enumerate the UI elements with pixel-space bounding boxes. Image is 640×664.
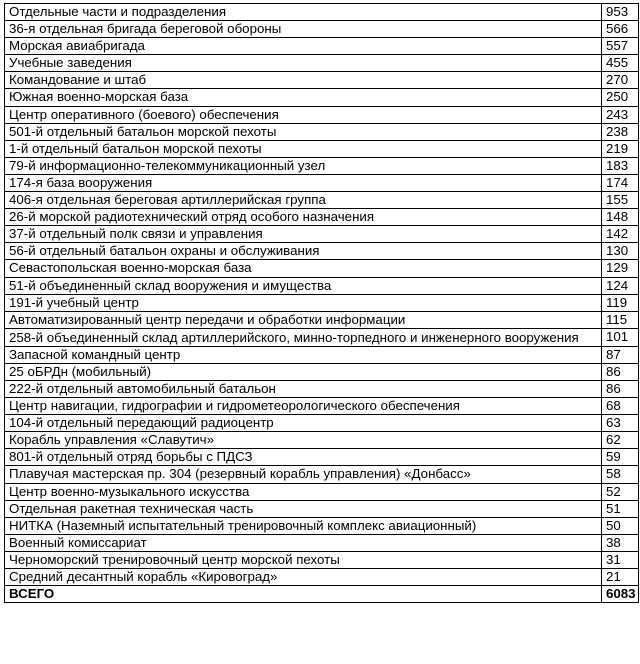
unit-count-cell: 238	[602, 123, 639, 140]
unit-count-cell: 119	[602, 294, 639, 311]
total-value: 6083	[602, 586, 639, 603]
unit-count-cell: 148	[602, 209, 639, 226]
table-row	[5, 209, 639, 226]
unit-count-cell: 183	[602, 157, 639, 174]
table-row	[5, 483, 639, 500]
table-row	[5, 72, 639, 89]
unit-name-cell: 191-й учебный центр	[5, 294, 602, 311]
unit-name-cell: Севастопольская военно-морская база	[5, 260, 602, 277]
table-row	[5, 311, 639, 328]
unit-name-cell: Военный комиссариат	[5, 534, 602, 551]
unit-count-cell: 58	[602, 466, 639, 483]
table-row	[5, 415, 639, 432]
table-row	[5, 398, 639, 415]
table-row	[5, 123, 639, 140]
unit-count-cell: 270	[602, 72, 639, 89]
table-row	[5, 89, 639, 106]
table-row	[5, 260, 639, 277]
unit-name-cell: НИТКА (Наземный испытательный тренировочный комплекс авиационный)	[5, 517, 602, 534]
unit-name-cell: 258-й объединенный склад артиллерийского, минно-торпедного и инженерного вооружения	[5, 328, 602, 346]
unit-name-cell: Морская авиабригада	[5, 38, 602, 55]
unit-count-cell: 557	[602, 38, 639, 55]
unit-name-cell: Автоматизированный центр передачи и обработки информации	[5, 311, 602, 328]
unit-count-cell: 130	[602, 243, 639, 260]
table-row	[5, 4, 639, 21]
unit-count-cell: 52	[602, 483, 639, 500]
unit-count-cell: 129	[602, 260, 639, 277]
unit-count-cell: 38	[602, 534, 639, 551]
unit-name-cell: 26-й морской радиотехнический отряд особого назначения	[5, 209, 602, 226]
unit-count-cell: 62	[602, 432, 639, 449]
unit-count-cell: 243	[602, 106, 639, 123]
unit-count-cell: 953	[602, 4, 639, 21]
unit-name-cell: Командование и штаб	[5, 72, 602, 89]
table-row	[5, 192, 639, 209]
unit-count-cell: 455	[602, 55, 639, 72]
unit-count-cell: 63	[602, 415, 639, 432]
unit-name-cell: Плавучая мастерская пр. 304 (резервный корабль управления) «Донбасс»	[5, 466, 602, 483]
table-row	[5, 569, 639, 586]
table-row	[5, 277, 639, 294]
unit-count-cell: 219	[602, 140, 639, 157]
unit-name-cell: 801-й отдельный отряд борьбы с ПДСЗ	[5, 449, 602, 466]
unit-name-cell: 501-й отдельный батальон морской пехоты	[5, 123, 602, 140]
unit-count-cell: 51	[602, 500, 639, 517]
units-table	[4, 3, 639, 603]
unit-name-cell: 36-я отдельная бригада береговой обороны	[5, 21, 602, 38]
total-label: ВСЕГО	[5, 586, 602, 603]
unit-name-cell: Центр навигации, гидрографии и гидрометеорологического обеспечения	[5, 398, 602, 415]
unit-name-cell: 79-й информационно-телекоммуникационный узел	[5, 157, 602, 174]
total-row	[5, 586, 639, 603]
table-row	[5, 157, 639, 174]
table-row	[5, 294, 639, 311]
table-body	[5, 4, 639, 603]
table-row	[5, 174, 639, 191]
unit-name-cell: Южная военно-морская база	[5, 89, 602, 106]
unit-name-cell: 174-я база вооружения	[5, 174, 602, 191]
unit-count-cell: 101	[602, 328, 639, 346]
unit-name-cell: Учебные заведения	[5, 55, 602, 72]
unit-count-cell: 155	[602, 192, 639, 209]
unit-count-cell: 250	[602, 89, 639, 106]
table-row	[5, 38, 639, 55]
unit-count-cell: 68	[602, 398, 639, 415]
table-row	[5, 346, 639, 363]
table-row	[5, 226, 639, 243]
unit-name-cell: Средний десантный корабль «Кировоград»	[5, 569, 602, 586]
table-row	[5, 363, 639, 380]
table-row	[5, 21, 639, 38]
unit-count-cell: 50	[602, 517, 639, 534]
unit-name-cell: 1-й отдельный батальон морской пехоты	[5, 140, 602, 157]
table-row	[5, 534, 639, 551]
unit-count-cell: 174	[602, 174, 639, 191]
unit-name-cell: 406-я отдельная береговая артиллерийская группа	[5, 192, 602, 209]
unit-name-cell: Отдельные части и подразделения	[5, 4, 602, 21]
table-row	[5, 140, 639, 157]
table-row	[5, 432, 639, 449]
unit-name-cell: Корабль управления «Славутич»	[5, 432, 602, 449]
unit-count-cell: 124	[602, 277, 639, 294]
unit-name-cell: 222-й отдельный автомобильный батальон	[5, 380, 602, 397]
table-row	[5, 380, 639, 397]
unit-name-cell: Центр военно-музыкального искусства	[5, 483, 602, 500]
table-row	[5, 106, 639, 123]
unit-count-cell: 115	[602, 311, 639, 328]
table-row	[5, 466, 639, 483]
table-row	[5, 551, 639, 568]
table-row	[5, 243, 639, 260]
table-row	[5, 517, 639, 534]
unit-count-cell: 59	[602, 449, 639, 466]
unit-name-cell: Черноморский тренировочный центр морской пехоты	[5, 551, 602, 568]
table-row	[5, 328, 639, 346]
unit-count-cell: 86	[602, 363, 639, 380]
unit-count-cell: 566	[602, 21, 639, 38]
unit-name-cell: 104-й отдельный передающий радиоцентр	[5, 415, 602, 432]
unit-count-cell: 31	[602, 551, 639, 568]
unit-count-cell: 87	[602, 346, 639, 363]
unit-count-cell: 86	[602, 380, 639, 397]
table-row	[5, 55, 639, 72]
unit-count-cell: 21	[602, 569, 639, 586]
unit-count-cell: 142	[602, 226, 639, 243]
unit-name-cell: Запасной командный центр	[5, 346, 602, 363]
unit-name-cell: 25 оБРДн (мобильный)	[5, 363, 602, 380]
unit-name-cell: 56-й отдельный батальон охраны и обслуживания	[5, 243, 602, 260]
unit-name-cell: 37-й отдельный полк связи и управления	[5, 226, 602, 243]
unit-name-cell: Центр оперативного (боевого) обеспечения	[5, 106, 602, 123]
table-row	[5, 449, 639, 466]
unit-name-cell: 51-й объединенный склад вооружения и имущества	[5, 277, 602, 294]
unit-name-cell: Отдельная ракетная техническая часть	[5, 500, 602, 517]
table-row	[5, 500, 639, 517]
